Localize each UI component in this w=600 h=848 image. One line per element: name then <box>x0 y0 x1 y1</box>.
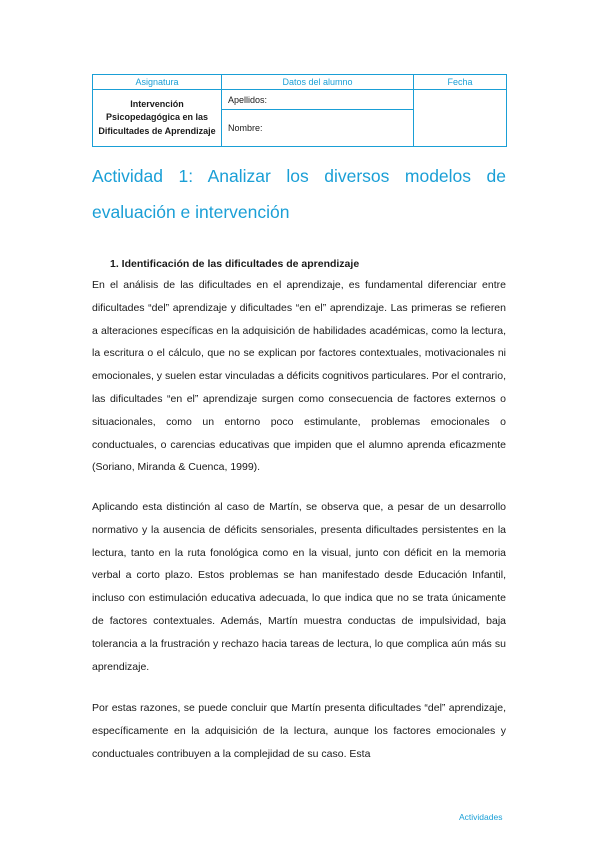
date-field <box>414 90 507 147</box>
paragraph-3: Por estas razones, se puede concluir que Martín presenta dificultades “del” aprendizaje, específicamente en la adquisición de la lectura, aunque los factores emocionales y conductuales contribuyen a la complejidad de su caso. Esta <box>92 702 506 760</box>
footer-label: Actividades <box>459 812 503 822</box>
surname-field: Apellidos: <box>222 90 414 110</box>
header-table <box>92 74 507 147</box>
subject-value: Intervención Psicopedagógica en las Dificultades de Aprendizaje <box>93 90 222 147</box>
data-row-surname <box>93 90 507 110</box>
paragraph-2: Aplicando esta distinción al caso de Martín, se observa que, a pesar de un desarrollo normativo y la ausencia de déficits sensoriales, presenta dificultades persistentes en la lectura, tanto en la ruta fonológica como en la visual, junto con déficit en la memoria verbal a corto plazo. Estos problemas se han manifestado desde Educación Infantil, incluso con estimulación educativa adecuada, lo que indica que no se trata únicamente de factores contextuales. Además, Martín muestra conductas de impulsividad, baja tolerancia a la frustración y rechazo hacia tareas de lectura, lo que complica aún más su aprendizaje. <box>92 501 506 673</box>
header-subject: Asignatura <box>93 75 222 90</box>
activity-title: Actividad 1: Analizar los diversos modelos de evaluación e intervención <box>92 166 506 222</box>
name-field: Nombre: <box>222 110 414 147</box>
header-student-data: Datos del alumno <box>222 75 414 90</box>
header-date: Fecha <box>414 75 507 90</box>
section-heading: 1. Identificación de las dificultades de aprendizaje <box>110 258 360 270</box>
header-row <box>93 75 507 90</box>
paragraph-1: En el análisis de las dificultades en el aprendizaje, es fundamental diferenciar entre dificultades “del” aprendizaje y dificultades “en el” aprendizaje. Las primeras se refieren a alteraciones específicas en la adquisición de habilidades académicas, como la lectura, la escritura o el cálculo, que no se explican por factores contextuales, motivacionales ni emocionales, y suelen estar vinculadas a déficits cognitivos particulares. Por el contrario, las dificultades “en el” aprendizaje surgen como consecuencia de factores externos o situacionales, como un entorno poco estimulante, problemas emocionales o conductuales, o carencias educativas que impiden que el alumno aprenda eficazmente (Soriano, Miranda & Cuenca, 1999). <box>92 279 506 474</box>
